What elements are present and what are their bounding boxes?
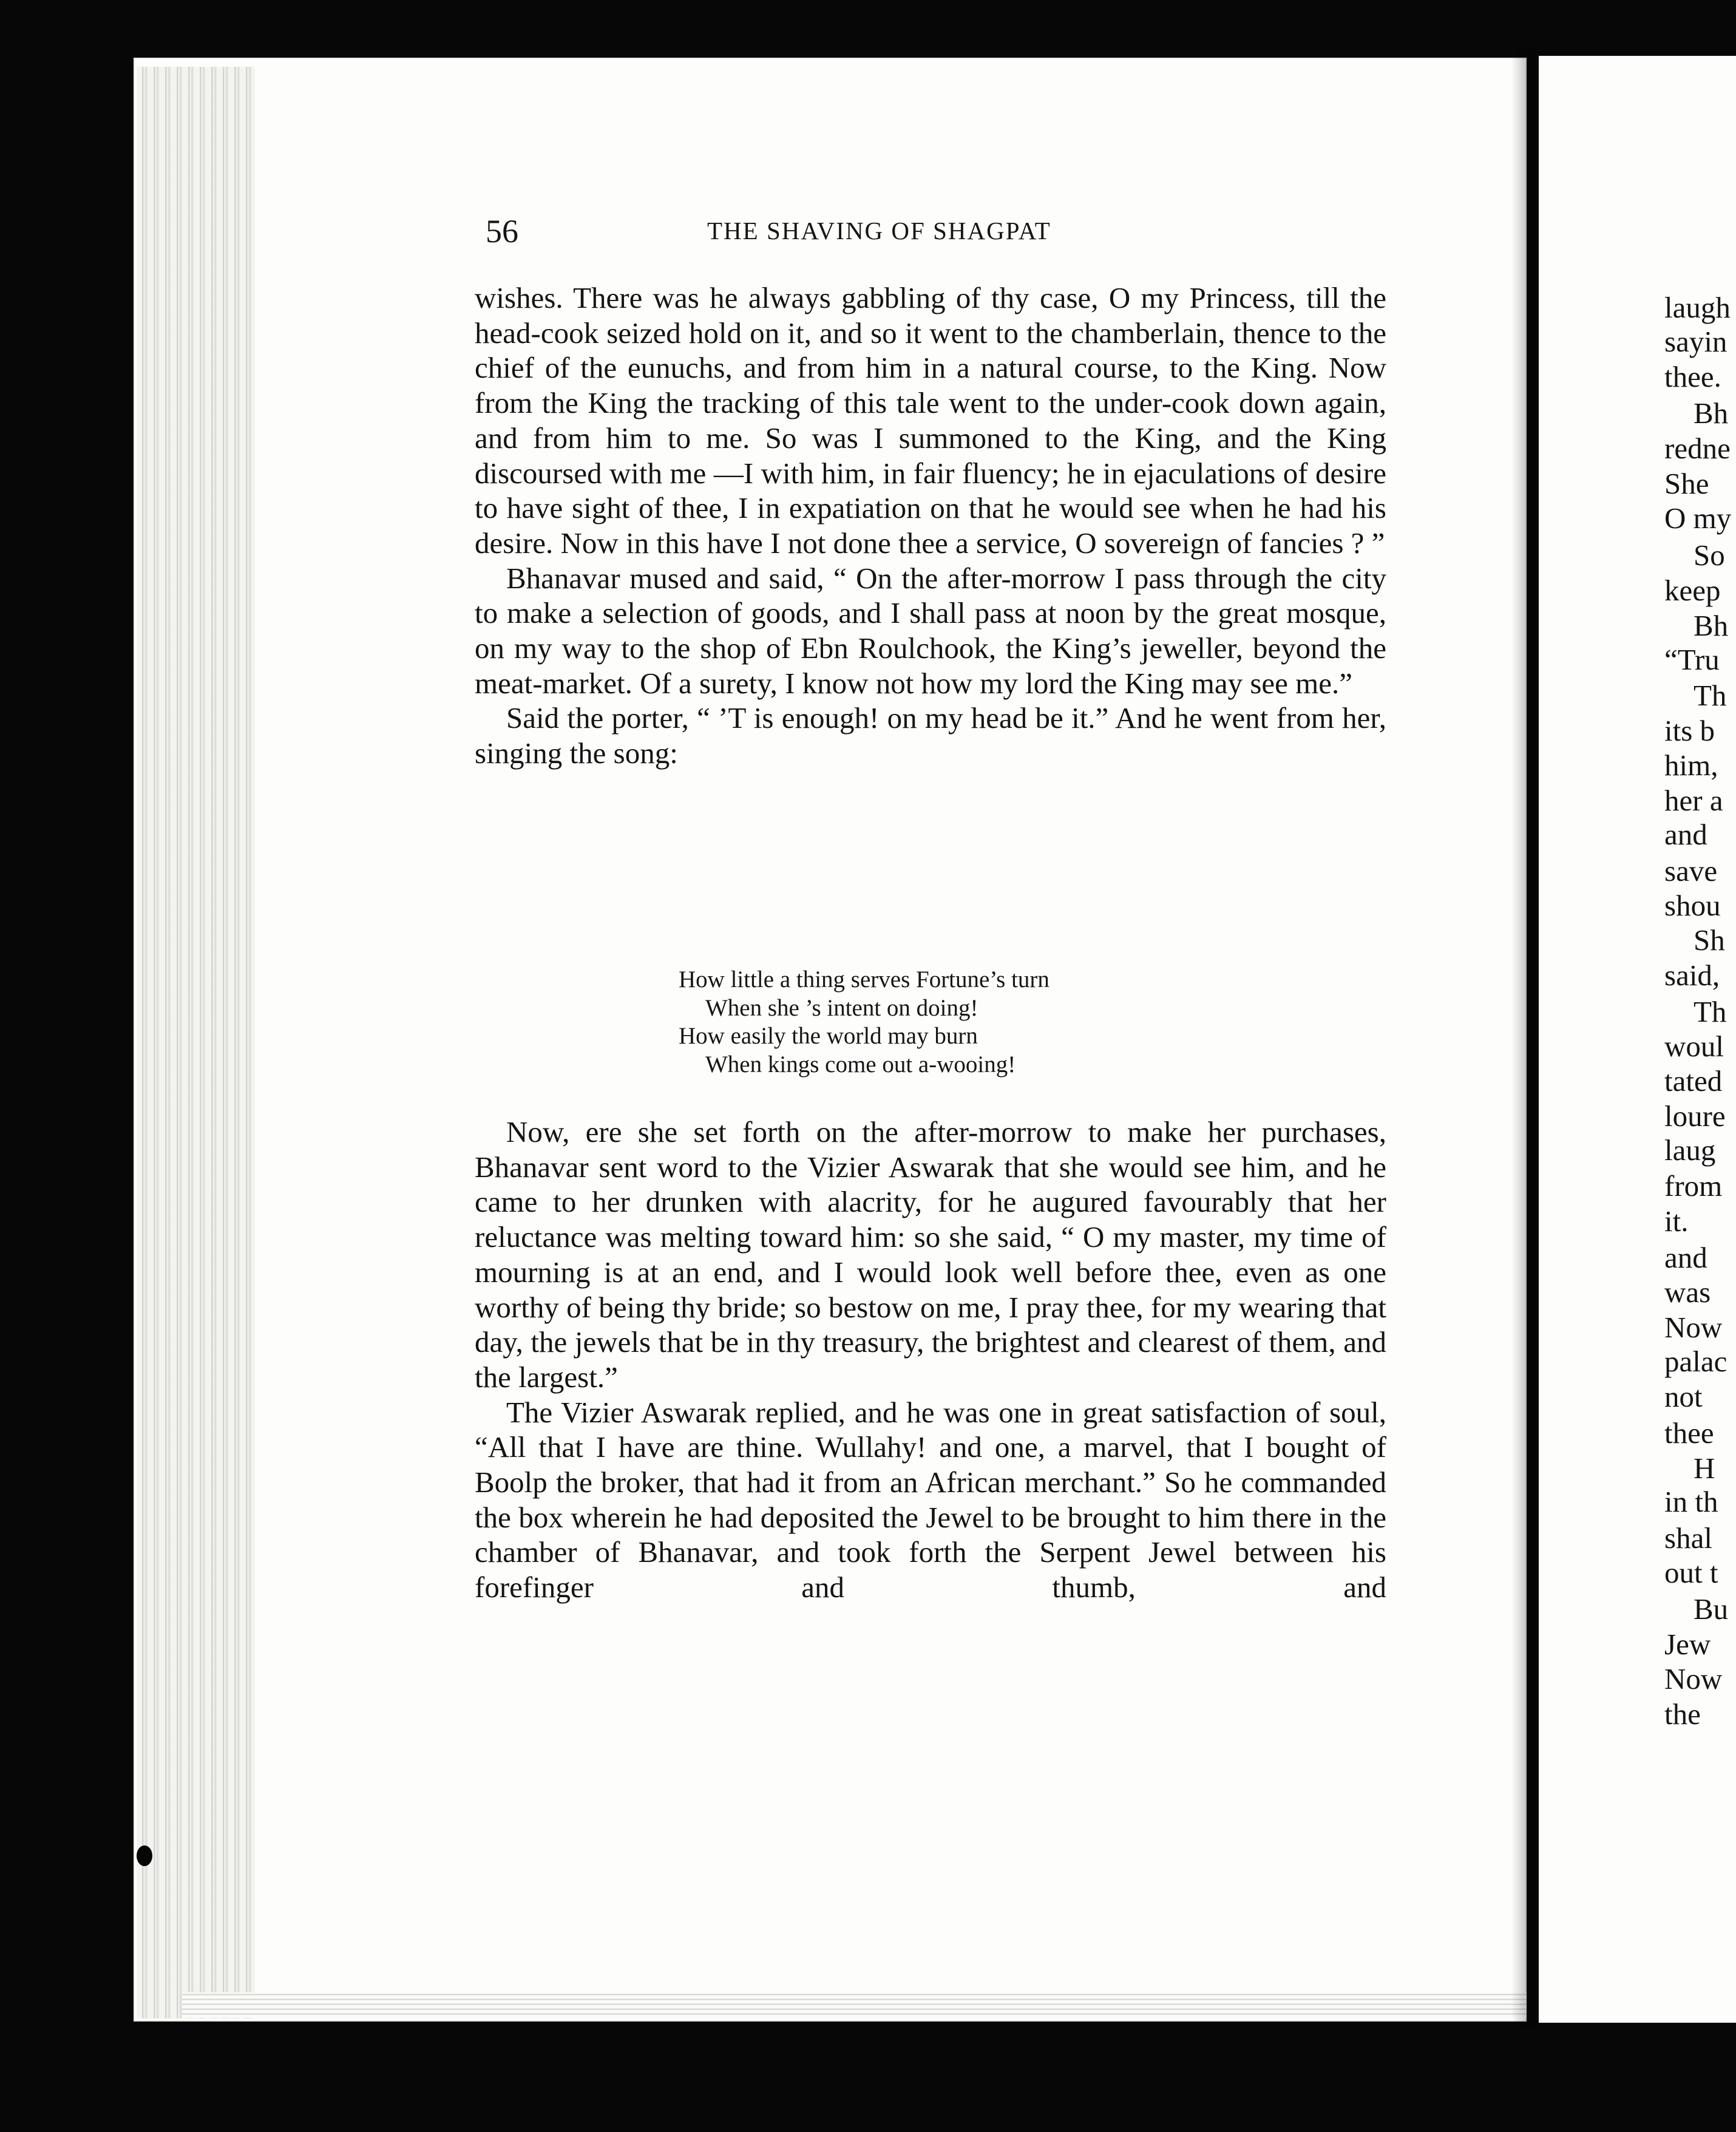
facing-page-line: in th [1664,1485,1718,1518]
facing-page-line: Bh [1694,396,1729,430]
verse-line: When she ’s intent on doing! [705,994,978,1021]
facing-page-line: laugh [1664,291,1731,324]
facing-page-line: its b [1664,714,1715,747]
binding-hole [137,1845,152,1866]
page-edges [137,67,255,2018]
facing-page-line: Bu [1694,1592,1729,1626]
facing-page-line: Sh [1694,923,1725,957]
facing-page-line: Jew [1664,1628,1711,1661]
body-text-top [475,280,1386,771]
facing-page-line: tated [1664,1064,1723,1098]
running-title: THE SHAVING OF SHAGPAT [707,217,1051,245]
page-header [486,212,1165,249]
paragraph: Bhanavar mused and said, “ On the after-morrow I pass through the city to make a selection of goods, and I shall pass at noon by the great mosque, on my way to the shop of Ebn Roulchook, the King’s jeweller, beyond the meat-market. Of a surety, I know not how my lord the King may see me.” [475,561,1386,700]
paragraph: Said the porter, “ ’T is enough! on my head be it.” And he went from her, singing the song: [475,701,1386,770]
facing-page-line: Now [1664,1311,1723,1344]
facing-page-line: She [1664,467,1709,500]
song-verse [679,966,1049,1079]
facing-page-line: him, [1664,749,1718,782]
facing-page-line: H [1694,1451,1715,1485]
page-bottom-edge [182,1992,1527,2018]
facing-page-line: was [1664,1275,1711,1309]
facing-page-line: O my [1664,501,1732,535]
paragraph: Now, ere she set forth on the after-morrow to make her purchases, Bhanavar sent word to the Vizier Aswarak that she would see him, and he came to her drunken with alacrity, for he augured favourably that her reluctance was melting toward him: so she said, “ O my master, my time of mourning is at an end, and I would look well before thee, even as one worthy of being thy bride; so bestow on me, I pray thee, for my wearing that day, the jewels that be in thy treasury, the brightest and clearest of them, and the largest.” [475,1115,1386,1394]
facing-page-line: her a [1664,784,1723,817]
facing-page-line: the [1664,1697,1701,1731]
verse-line: How easily the world may burn [679,1023,978,1049]
facing-page-line: laug [1664,1133,1716,1167]
facing-page-line: thee [1664,1416,1714,1450]
facing-page-line: out t [1664,1556,1718,1589]
facing-page-line: and [1664,818,1707,851]
facing-page-line: sayin [1664,325,1728,358]
facing-page-line: said, [1664,959,1720,992]
facing-page-line: not [1664,1380,1703,1413]
paragraph: The Vizier Aswarak replied, and he was one in great satisfaction of soul, “All that I have are thine. Wullahy! and one, a marvel, that I bought of Boolp the broker, that had it from an African merchant.” So he commanded the box wherein he had deposited the Jewel to be brought to him there in the chamber of Bhanavar, and took forth the Serpent Jewel between his forefinger and thumb, and [475,1395,1386,1604]
paragraph: wishes. There was he always gabbling of thy case, O my Princess, till the head-cook seized hold on it, and so it went to the chamberlain, thence to the chief of the eunuchs, and from him in a natural course, to the King. Now from the King the tracking of this tale went to the under-cook down again, and from him to me. So was I summoned to the King, and the King discoursed with me —I with him, in fair fluency; he in ejaculations of desire to have sight of thee, I in expatiation on that he would see when he had his desire. Now in this have I not done thee a service, O sovereign of fancies ? ” [475,281,1386,560]
facing-page-line: palac [1664,1345,1728,1378]
facing-page-line: shal [1664,1521,1712,1555]
page-number: 56 [486,213,518,250]
facing-page-line: woul [1664,1030,1724,1063]
facing-page-line: shou [1664,889,1721,922]
facing-page-line: keep [1664,574,1721,607]
gutter-shadow [1511,49,1536,2028]
facing-page-line: and [1664,1241,1707,1274]
facing-page-line: Bh [1694,609,1729,642]
facing-page-line: redne [1664,432,1731,465]
facing-page-line: it. [1664,1204,1689,1238]
facing-page-line: Th [1694,995,1727,1028]
facing-page-line: “Tru [1664,643,1720,676]
facing-page-line: Now [1664,1662,1723,1696]
verse-line: When kings come out a-wooing! [705,1051,1016,1078]
facing-page-line: save [1664,854,1718,888]
facing-page-line: loure [1664,1099,1726,1133]
facing-page-line: from [1664,1169,1723,1203]
facing-page-line: So [1694,538,1725,572]
body-text-bottom [475,1115,1386,1605]
verse-line: How little a thing serves Fortune’s turn [679,966,1049,993]
facing-page-line: Th [1694,679,1727,712]
facing-page-line: thee. [1664,360,1721,393]
